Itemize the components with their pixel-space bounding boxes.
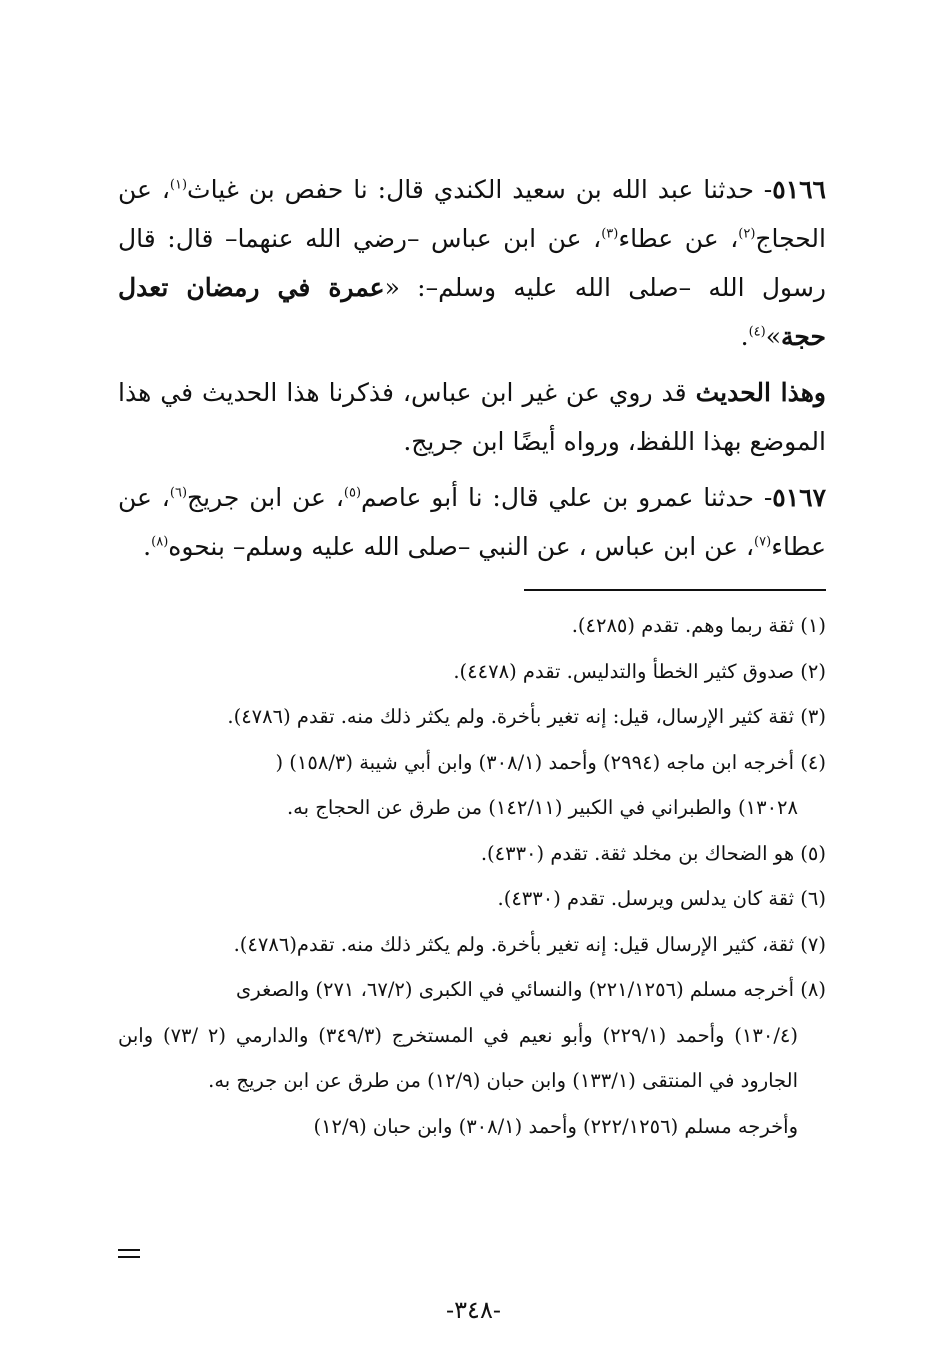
footnote-7 xyxy=(118,922,826,968)
hadith-matn-bold: عمرة في رمضان تعدل حجة xyxy=(118,273,826,351)
hadith-text: ، عن ابن جريج xyxy=(187,483,344,512)
footnote-3 xyxy=(118,694,826,740)
dash: - xyxy=(753,483,773,512)
hadith-number: ٥١٦٧ xyxy=(772,483,826,512)
hadith-5167 xyxy=(118,473,826,571)
footnote-ref[interactable]: (٣) xyxy=(601,226,619,242)
hadith-text: » xyxy=(765,322,781,351)
hadith-text: حدثنا عبد الله بن سعيد الكندي قال: نا حفص بن غياث xyxy=(187,175,754,204)
footnote-text: (٨) أخرجه مسلم (٢٢١/١٢٥٦) والنسائي في الكبرى (٦٧/٢، ٢٧١) والصغرى xyxy=(236,978,826,1001)
footnote-ref[interactable]: (١) xyxy=(169,177,188,193)
dash: - xyxy=(753,175,773,204)
hadith-number: ٥١٦٦ xyxy=(772,175,826,204)
footnote-text: (٣) ثقة كثير الإرسال، قيل: إنه تغير بأخرة. ولم يكثر ذلك منه. تقدم (٤٧٨٦). xyxy=(227,705,826,728)
page-body xyxy=(118,165,826,1149)
footnote-ref[interactable]: (٢) xyxy=(738,226,756,242)
hadith-text: ، عن ابن عباس –رضي الله عنهما– قال: قال رسول الله –صلى الله عليه وسلم–: « xyxy=(118,224,826,302)
footnote-2 xyxy=(118,649,826,695)
hadith-text: . xyxy=(740,322,749,351)
footnote-continuation: ١٣٠٢٨) والطبراني في الكبير (١٤٢/١١) من طرق عن الحجاج به. xyxy=(286,796,798,819)
continuation-mark xyxy=(118,1249,140,1258)
footnote-separator xyxy=(524,589,826,591)
commentary-paragraph xyxy=(118,368,826,466)
hadith-text: . xyxy=(143,532,152,561)
footnote-text: (٧) ثقة، كثير الإرسال قيل: إنه تغير بأخرة. ولم يكثر ذلك منه. تقدم(٤٧٨٦). xyxy=(233,932,826,956)
footnote-ref[interactable]: (٧) xyxy=(754,534,772,550)
hadith-text: ، عن عطاء xyxy=(618,224,739,253)
footnote-continuation: وأخرجه مسلم (٢٢٢/١٢٥٦) وأحمد (٣٠٨/١) وابن حبان (١٢/٩) xyxy=(313,1114,798,1138)
footnotes xyxy=(118,603,826,1149)
footnote-continuation: (١٣٠/٤) وأحمد (٢٢٩/١) وأبو نعيم في المستخرج (٣٤٩/٣) والدارمي (٢ /٧٣) وابن الجارود في المنتقى (١٣٣/١) وابن حبان (١٢/٩) من طرق عن ابن جريج به. xyxy=(118,1023,798,1092)
hadith-text: ، عن الحجاج xyxy=(118,175,826,253)
footnote-ref[interactable]: (٤) xyxy=(748,324,766,340)
footnote-text: (٤) أخرجه ابن ماجه (٢٩٩٤) وأحمد (٣٠٨/١) وابن أبي شيبة (١٥٨/٣) ( xyxy=(275,750,826,774)
footnote-text: (١) ثقة ربما وهم. تقدم (٤٢٨٥). xyxy=(571,614,826,637)
hadith-text: ، عن عطاء xyxy=(118,483,826,561)
footnote-ref[interactable]: (٦) xyxy=(169,485,188,501)
commentary-text: قد روي عن غير ابن عباس، فذكرنا هذا الحديث في هذا الموضع بهذا اللفظ، ورواه أيضًا ابن جريج. xyxy=(118,378,826,456)
hadith-5166 xyxy=(118,165,826,361)
page-number: -٣٤٨- xyxy=(446,1296,501,1324)
hadith-text: ، عن ابن عباس ، عن النبي –صلى الله عليه وسلم– بنحوه xyxy=(168,532,755,561)
footnote-ref[interactable]: (٨) xyxy=(151,534,169,550)
footnote-6 xyxy=(118,876,826,922)
footnote-8 xyxy=(118,967,826,1149)
footnote-text: (٢) صدوق كثير الخطأ والتدليس. تقدم (٤٤٧٨). xyxy=(453,659,826,683)
footnote-text: (٥) هو الضحاك بن مخلد ثقة. تقدم (٤٣٣٠). xyxy=(480,841,826,865)
footnote-text: (٦) ثقة كان يدلس ويرسل. تقدم (٤٣٣٠). xyxy=(497,887,826,910)
footnote-ref[interactable]: (٥) xyxy=(343,485,362,501)
footnote-4 xyxy=(118,740,826,831)
footnote-1 xyxy=(118,603,826,649)
footnote-5 xyxy=(118,831,826,877)
commentary-bold: وهذا الحديث xyxy=(695,378,826,407)
hadith-text: حدثنا عمرو بن علي قال: نا أبو عاصم xyxy=(361,483,754,512)
